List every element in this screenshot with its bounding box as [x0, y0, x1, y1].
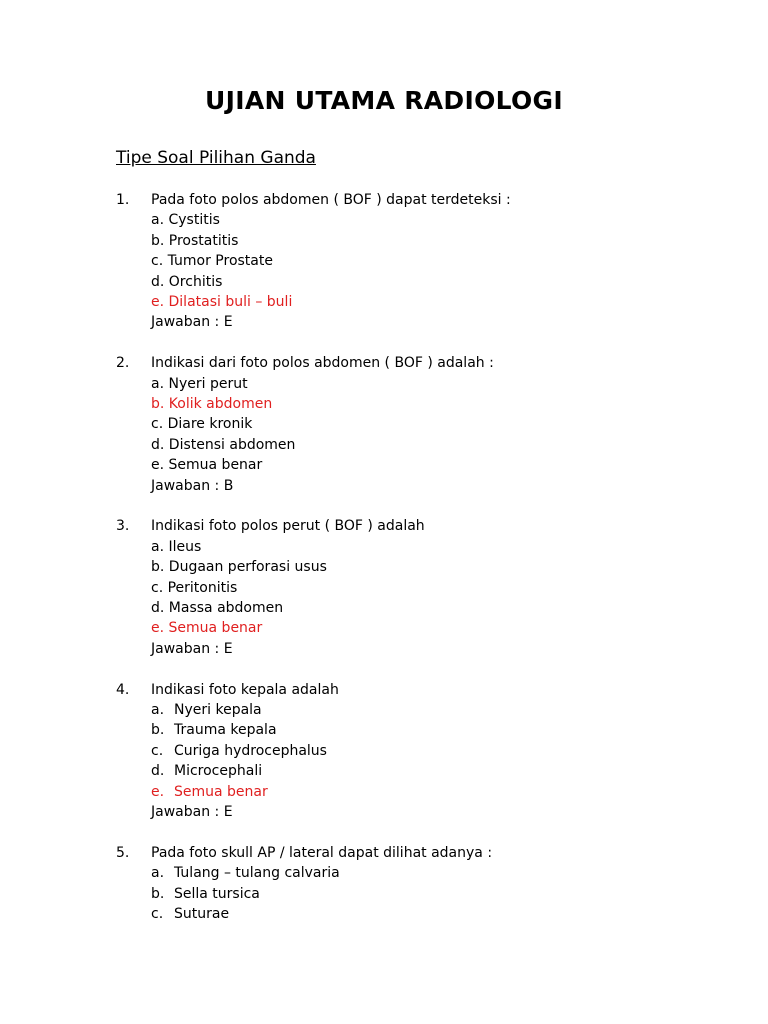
- option-letter: b.: [151, 885, 165, 902]
- option: [0, 761, 768, 781]
- option-text: e. Semua benar: [151, 457, 263, 474]
- question-text: Pada foto skull AP / lateral dapat dilihat adanya :: [151, 844, 493, 861]
- option-text: Curiga hydrocephalus: [174, 742, 327, 759]
- option-text: Microcephali: [174, 763, 263, 780]
- question-item: [0, 843, 768, 925]
- option-text: Tulang – tulang calvaria: [174, 865, 340, 882]
- option: [0, 863, 768, 883]
- answer-text: Jawaban : E: [151, 640, 233, 657]
- option: [0, 537, 768, 557]
- question-number: 4.: [116, 681, 130, 698]
- option-letter: d.: [151, 763, 165, 780]
- option-letter: e.: [151, 783, 165, 800]
- question-text: Indikasi foto kepala adalah: [151, 681, 339, 698]
- option: [0, 435, 768, 455]
- question-item: [0, 680, 768, 823]
- option-text: b. Dugaan perforasi usus: [151, 559, 327, 576]
- question-header: [0, 843, 768, 863]
- option-text: a. Nyeri perut: [151, 375, 248, 392]
- question-header: [0, 516, 768, 536]
- option-text: b. Kolik abdomen: [151, 396, 273, 413]
- option: [0, 231, 768, 251]
- option-text: Trauma kepala: [174, 722, 277, 739]
- question-text: Indikasi dari foto polos abdomen ( BOF ) adalah :: [151, 355, 494, 372]
- option-letter: a.: [151, 865, 165, 882]
- option-text: a. Ileus: [151, 538, 202, 555]
- option-correct: [0, 394, 768, 414]
- option-text: Sella tursica: [174, 885, 260, 902]
- option: [0, 251, 768, 271]
- option-text: e. Dilatasi buli – buli: [151, 293, 293, 310]
- option-text: d. Orchitis: [151, 273, 223, 290]
- question-number: 2.: [116, 355, 130, 372]
- option: [0, 578, 768, 598]
- option-text: d. Massa abdomen: [151, 600, 284, 617]
- option-correct: [0, 618, 768, 638]
- option-text: d. Distensi abdomen: [151, 436, 296, 453]
- option: [0, 598, 768, 618]
- option: [0, 720, 768, 740]
- option: [0, 557, 768, 577]
- question-list: [0, 190, 768, 945]
- option-text: Suturae: [174, 906, 230, 923]
- question-item: [0, 353, 768, 496]
- option: [0, 414, 768, 434]
- answer-text: Jawaban : E: [151, 804, 233, 821]
- option-text: a. Cystitis: [151, 212, 220, 229]
- option-text: Semua benar: [174, 783, 268, 800]
- section-subtitle: Tipe Soal Pilihan Ganda: [116, 148, 316, 168]
- answer-text: Jawaban : E: [151, 314, 233, 331]
- option-correct: [0, 782, 768, 802]
- option-letter: b.: [151, 722, 165, 739]
- option: [0, 741, 768, 761]
- answer-key: [0, 312, 768, 332]
- option: [0, 700, 768, 720]
- question-number: 1.: [116, 192, 130, 208]
- question-header: [0, 680, 768, 700]
- question-item: [0, 190, 768, 333]
- answer-key: [0, 802, 768, 822]
- question-text: Indikasi foto polos perut ( BOF ) adalah: [151, 518, 425, 535]
- document-title: UJIAN UTAMA RADIOLOGI: [205, 86, 563, 115]
- question-header: [0, 353, 768, 373]
- option: [0, 904, 768, 924]
- question-header: [0, 190, 768, 210]
- question-item: [0, 516, 768, 659]
- option-text: e. Semua benar: [151, 620, 263, 637]
- option-text: Nyeri kepala: [174, 702, 262, 719]
- option: [0, 884, 768, 904]
- option: [0, 210, 768, 230]
- question-text: Pada foto polos abdomen ( BOF ) dapat terdeteksi :: [151, 192, 511, 208]
- option-letter: c.: [151, 906, 164, 923]
- option-letter: c.: [151, 742, 164, 759]
- option-correct: [0, 292, 768, 312]
- option-letter: a.: [151, 702, 165, 719]
- question-number: 3.: [116, 518, 130, 535]
- option-text: c. Tumor Prostate: [151, 253, 273, 270]
- option-text: c. Peritonitis: [151, 579, 238, 596]
- answer-key: [0, 639, 768, 659]
- option-text: c. Diare kronik: [151, 416, 253, 433]
- option: [0, 272, 768, 292]
- option-text: b. Prostatitis: [151, 232, 239, 249]
- answer-text: Jawaban : B: [151, 477, 234, 494]
- answer-key: [0, 476, 768, 496]
- question-number: 5.: [116, 844, 130, 861]
- option: [0, 455, 768, 475]
- option: [0, 374, 768, 394]
